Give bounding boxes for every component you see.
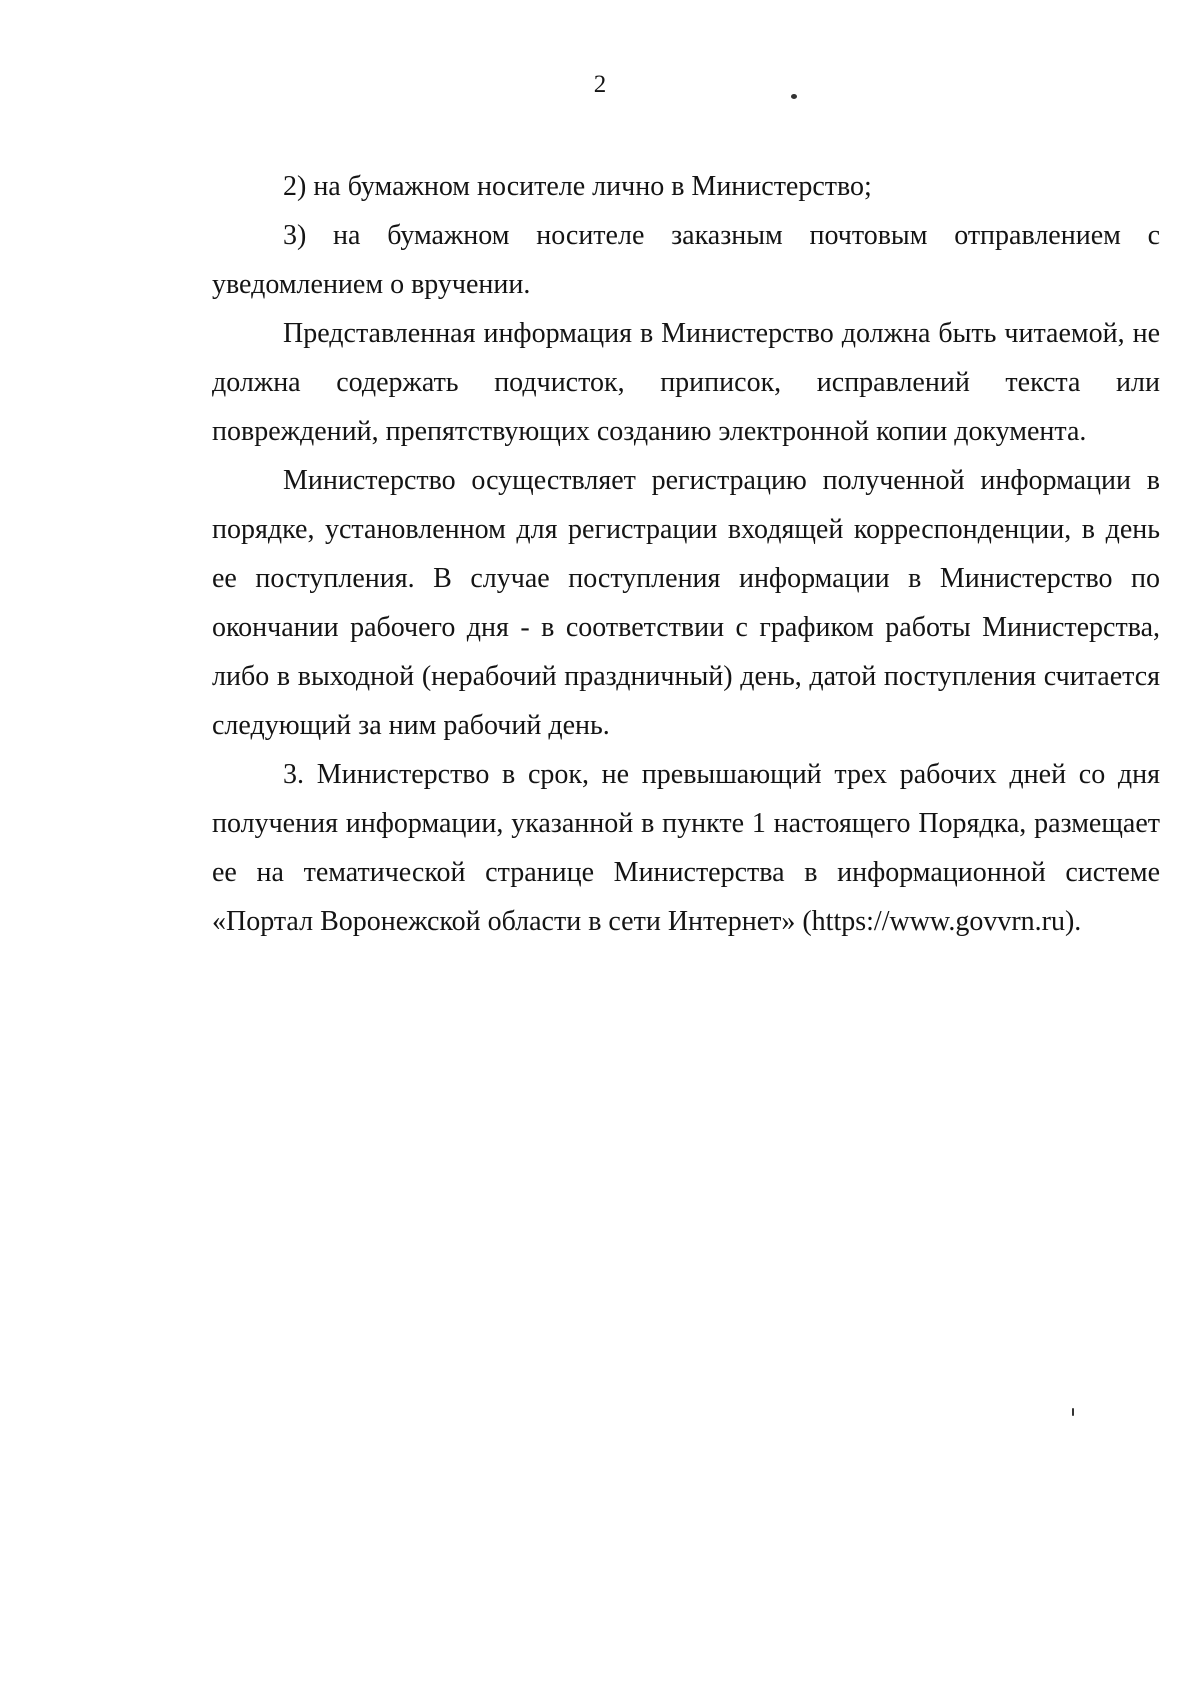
paragraph-readability-requirements: Представленная информация в Министерство должна быть читаемой, не должна содержать подчисток, приписок, исправлений текста или повреждений, препятствующих созданию электронной копии документа.	[212, 318, 1160, 447]
list-item-registered-mail: 3) на бумажном носителе заказным почтовым отправлением с уведомлением о вручении.	[212, 220, 1160, 300]
document-body	[212, 162, 1160, 946]
page-number: 2	[593, 71, 607, 98]
scan-speck	[791, 94, 797, 99]
paragraph-registration: Министерство осуществляет регистрацию полученной информации в порядке, установленном для регистрации входящей корреспонденции, в день ее поступления. В случае поступления информации в Министерство по окончании рабочего дня - в соответствии с графиком работы Министерства, либо в выходной (нерабочий праздничный) день, датой поступления считается следующий за ним рабочий день.	[212, 465, 1160, 741]
scan-speck	[1072, 1408, 1074, 1416]
paragraph-publication: 3. Министерство в срок, не превышающий трех рабочих дней со дня получения информации, указанной в пункте 1 настоящего Порядка, размещает ее на тематической странице Министерства в информационной системе «Портал Воронежской области в сети Интернет» (https://www.govvrn.ru).	[212, 759, 1160, 937]
list-item-paper-in-person: 2) на бумажном носителе лично в Министерство;	[283, 171, 872, 202]
